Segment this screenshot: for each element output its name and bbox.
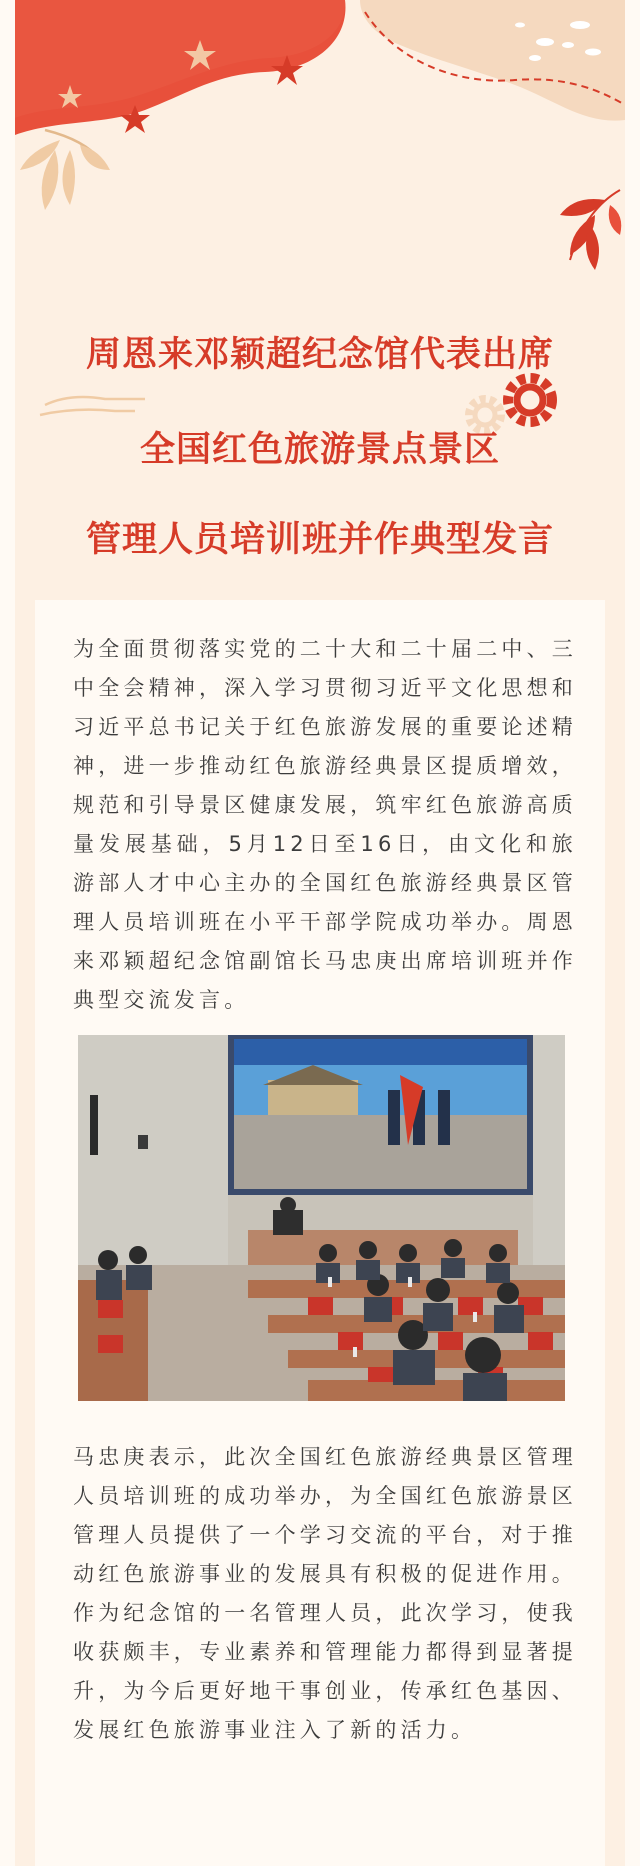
title-line-1: 周恩来邓颖超纪念馆代表出席 xyxy=(85,335,554,375)
gear-icon xyxy=(469,399,501,431)
leaf-icon xyxy=(560,190,621,270)
title-line-2: 全国红色旅游景点景区 xyxy=(139,430,500,470)
leaf-icon xyxy=(20,130,110,210)
header-decoration xyxy=(15,0,625,290)
training-session-photo xyxy=(78,1035,565,1401)
body-paragraph-1: 为全面贯彻落实党的二十大和二十届二中、三中全会精神，深入学习贯彻习近平文化思想和习近平总书记关于红色旅游发展的重要论述精神，进一步推动红色旅游经典景区提质增效，规范和引导景区健康发展，筑牢红色旅游高质量发展基础，5月12日至16日，由文化和旅游部人才中心主办的全国红色旅游经典景区管理人员培训班在小平干部学院成功举办。周恩来邓颖超纪念馆副馆长马忠庚出席培训班并作典型交流发言。 xyxy=(73,637,577,1012)
gear-icon xyxy=(508,378,552,422)
article-page xyxy=(15,0,625,1866)
body-paragraph-2: 马忠庚表示，此次全国红色旅游经典景区管理人员培训班的成功举办，为全国红色旅游景区管理人员提供了一个学习交流的平台，对于推动红色旅游事业的发展具有积极的促进作用。作为纪念馆的一名管理人员，此次学习，使我收获颇丰，专业素养和管理能力都得到显著提升，为今后更好地干事创业，传承红色基因、发展红色旅游事业注入了新的活力。 xyxy=(73,1445,577,1742)
article-body xyxy=(35,600,605,1866)
title-line-3: 管理人员培训班并作典型发言 xyxy=(85,520,554,560)
